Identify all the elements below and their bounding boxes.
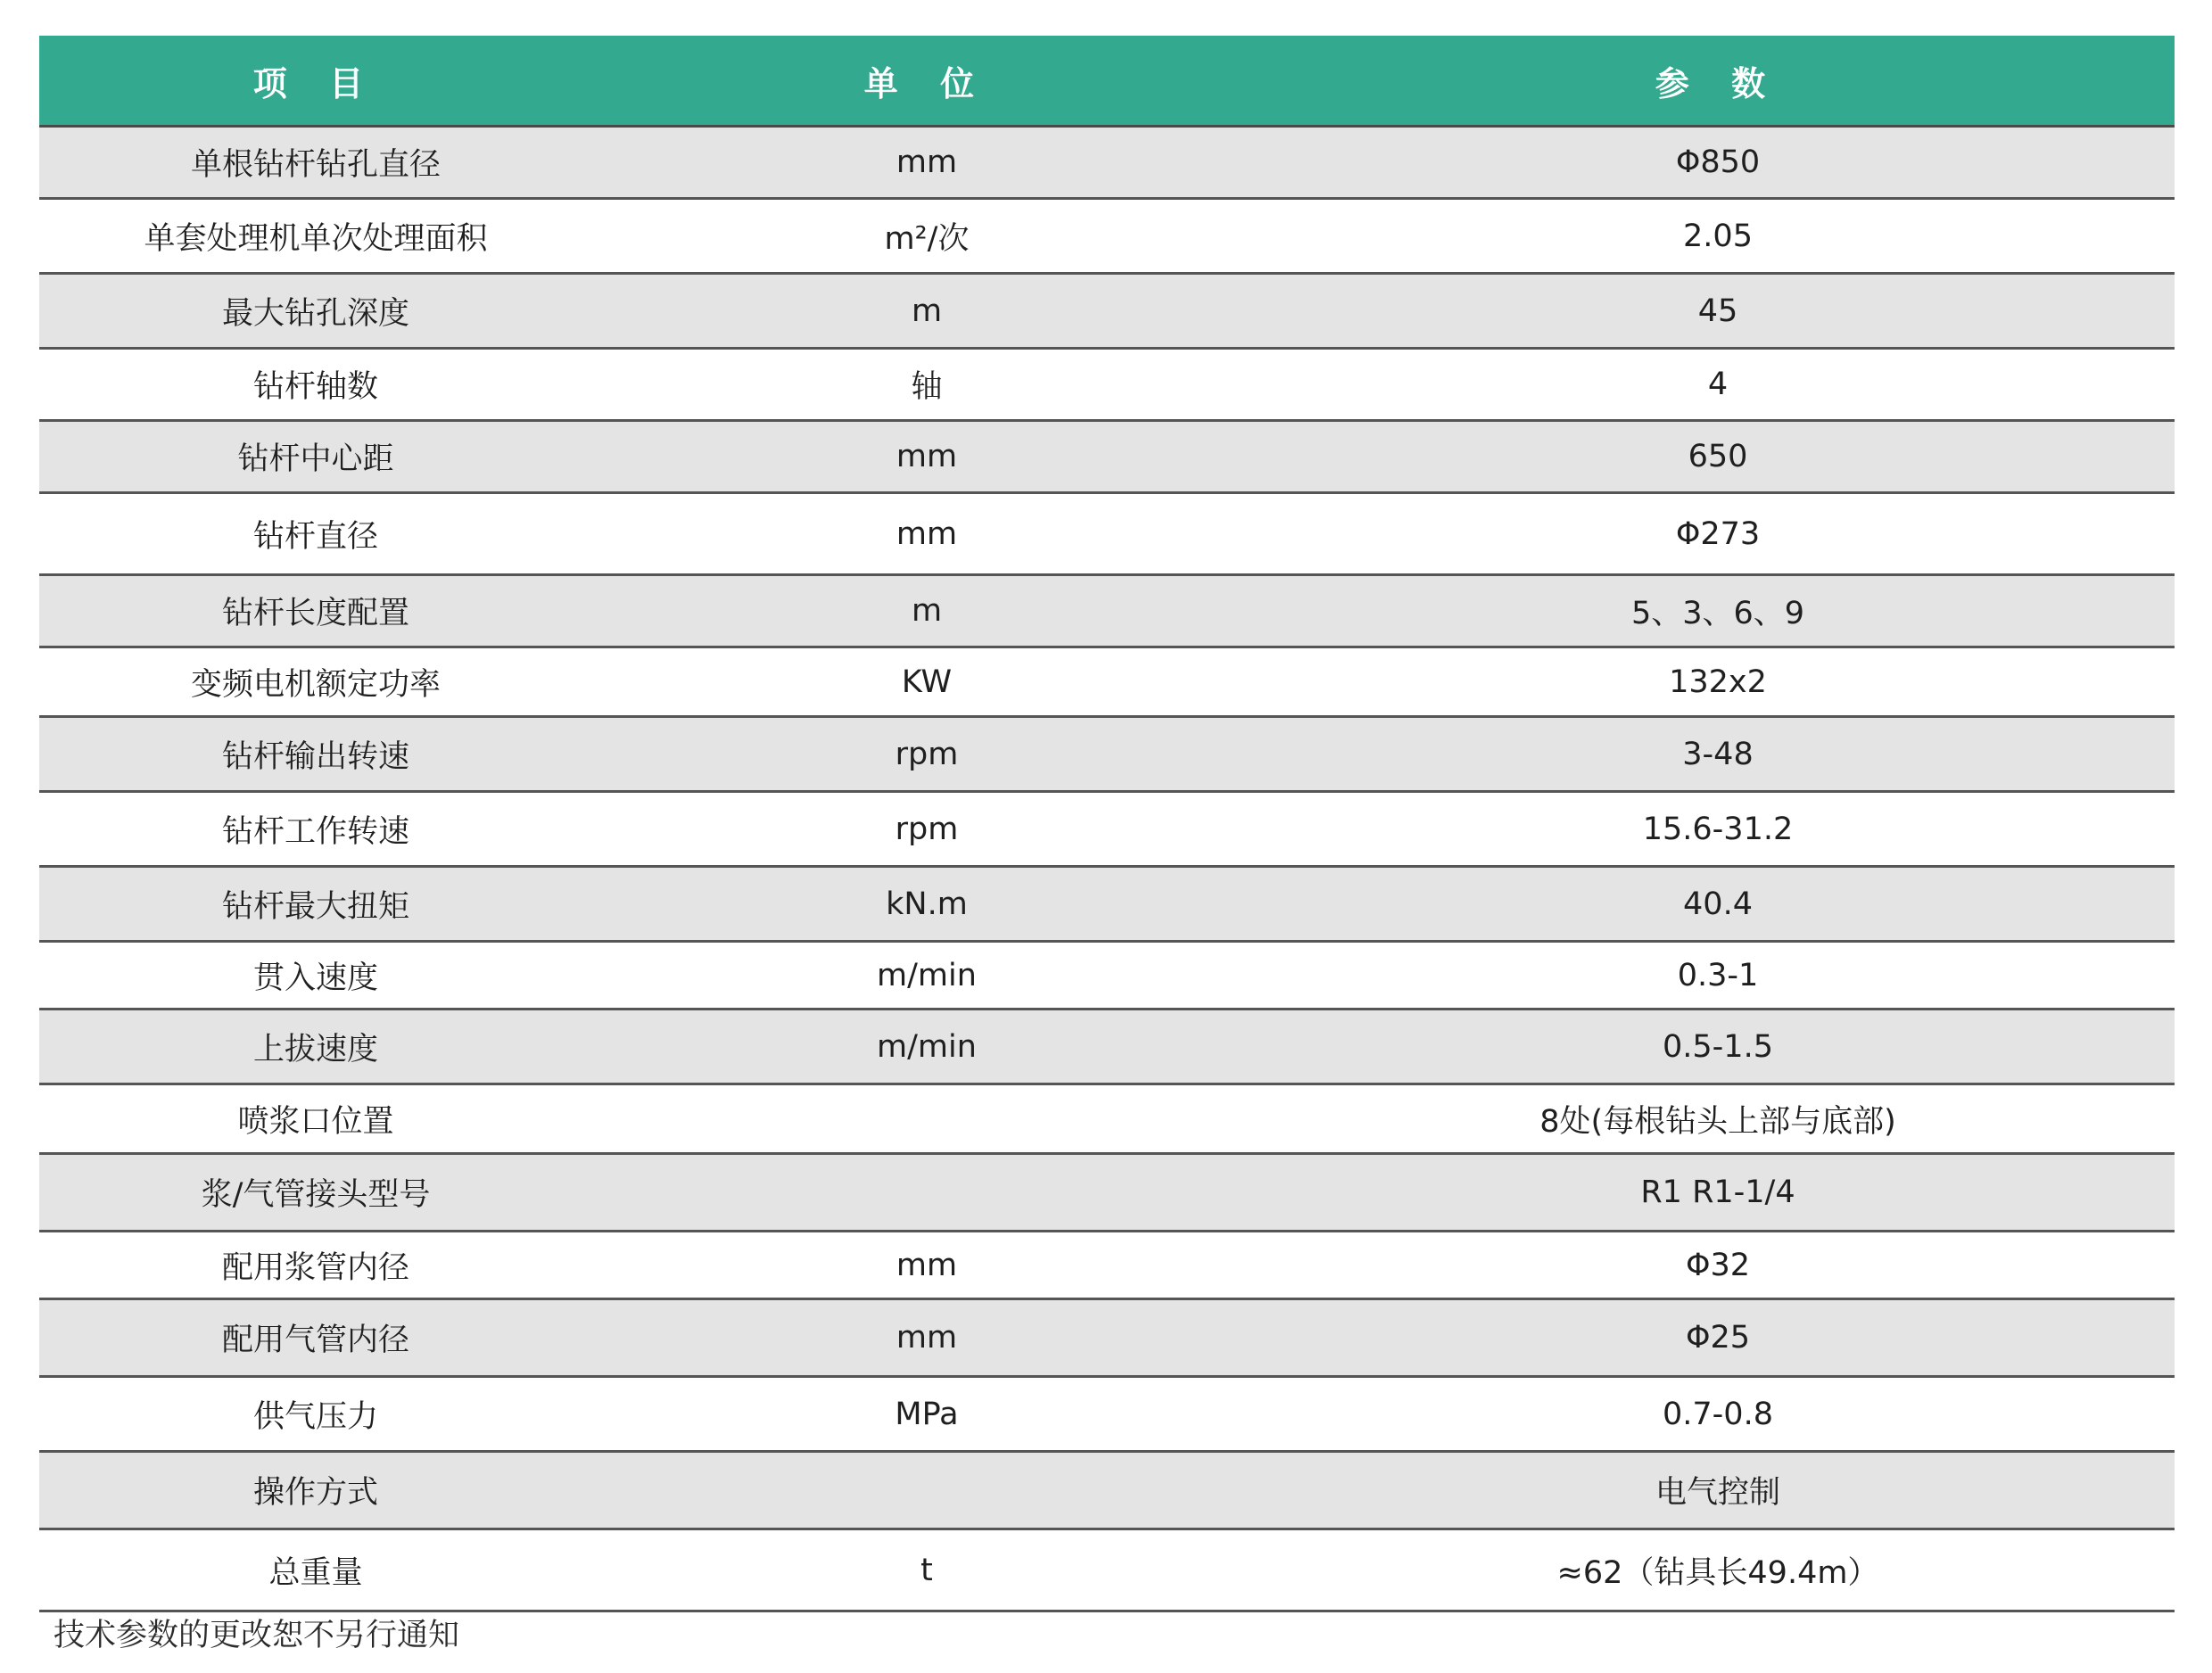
table-row [39,943,2175,1010]
row-item: 钻杆最大扭矩 [221,888,409,925]
table-row [39,494,2175,576]
row-unit: m/min [877,1028,977,1065]
row-unit: rpm [895,736,959,772]
table-row [39,868,2175,943]
row-item: 供气压力 [252,1398,378,1435]
table-row [39,1378,2175,1453]
row-unit: t [920,1552,933,1588]
table-row [39,200,2175,275]
row-value: 电气控制 [1655,1475,1780,1511]
row-value: ≈62（钻具长49.4m） [1556,1554,1879,1591]
row-item: 配用浆管内径 [221,1249,409,1286]
header-value: 参 数 [1655,63,1781,103]
table-row [39,648,2175,718]
row-item: 配用气管内径 [221,1323,409,1358]
row-value: Φ25 [1685,1320,1751,1356]
row-unit: mm [896,1247,958,1283]
row-value: 40.4 [1683,886,1753,922]
row-value: 15.6-31.2 [1642,811,1794,847]
row-unit: m [911,293,943,329]
row-item: 上拔速度 [252,1031,378,1067]
header-item: 项 目 [252,63,379,103]
row-item: 钻杆直径 [252,518,378,555]
row-value: Φ850 [1675,144,1761,180]
row-value: Φ32 [1685,1247,1751,1283]
row-value: 5、3、6、9 [1630,596,1805,631]
footer-note: 技术参数的更改恕不另行通知 [54,1618,460,1653]
row-unit: mm [896,1320,958,1356]
row-unit: kN.m [886,886,968,922]
row-unit: KW [901,663,953,700]
row-item: 钻杆输出转速 [221,738,409,775]
row-unit: mm [896,439,958,474]
row-value: 8处(每根钻头上部与底部) [1539,1103,1896,1140]
row-value: 0.3-1 [1677,957,1759,993]
row-item: 喷浆口位置 [237,1103,394,1140]
row-value: 132x2 [1669,663,1767,700]
table-header [39,36,2175,128]
row-value: R1 R1-1/4 [1640,1174,1795,1210]
row-unit: 轴 [911,369,943,405]
table-row [39,1010,2175,1085]
row-item: 单套处理机单次处理面积 [144,220,488,257]
row-item: 操作方式 [252,1475,378,1511]
row-item: 贯入速度 [252,960,378,996]
table-row [39,128,2175,200]
table-row [39,350,2175,422]
table-row [39,718,2175,793]
header-unit: 单 位 [863,63,990,103]
row-unit: mm [896,515,958,552]
table-row [39,1453,2175,1530]
row-item: 变频电机额定功率 [190,666,441,703]
row-value: 45 [1697,293,1738,329]
table-row [39,1085,2175,1155]
row-unit: m²/次 [884,220,970,257]
row-unit: MPa [895,1396,959,1432]
row-item: 钻杆长度配置 [221,596,409,631]
row-value: 0.5-1.5 [1663,1028,1773,1065]
row-item: 钻杆轴数 [252,369,378,405]
row-item: 最大钻孔深度 [221,295,409,332]
table-row [39,1232,2175,1300]
spec-table [39,36,2175,1612]
table-row [39,1155,2175,1232]
row-value: 0.7-0.8 [1663,1396,1773,1432]
row-value: Φ273 [1675,515,1761,552]
row-value: 3-48 [1682,736,1754,772]
table-row [39,1530,2175,1612]
row-item: 单根钻杆钻孔直径 [190,147,441,183]
row-unit: m/min [877,957,977,993]
row-value: 4 [1707,367,1729,402]
row-unit: mm [896,144,958,180]
table-row [39,1300,2175,1378]
row-value: 2.05 [1683,218,1753,254]
row-unit: rpm [895,811,959,847]
row-item: 浆/气管接头型号 [201,1177,431,1213]
table-row [39,576,2175,648]
table-row [39,275,2175,350]
table-row [39,793,2175,868]
row-unit: m [911,593,943,629]
row-item: 钻杆工作转速 [221,813,409,850]
table-row [39,422,2175,494]
row-item: 钻杆中心距 [237,441,394,477]
row-value: 650 [1688,439,1748,474]
row-item: 总重量 [268,1554,363,1591]
